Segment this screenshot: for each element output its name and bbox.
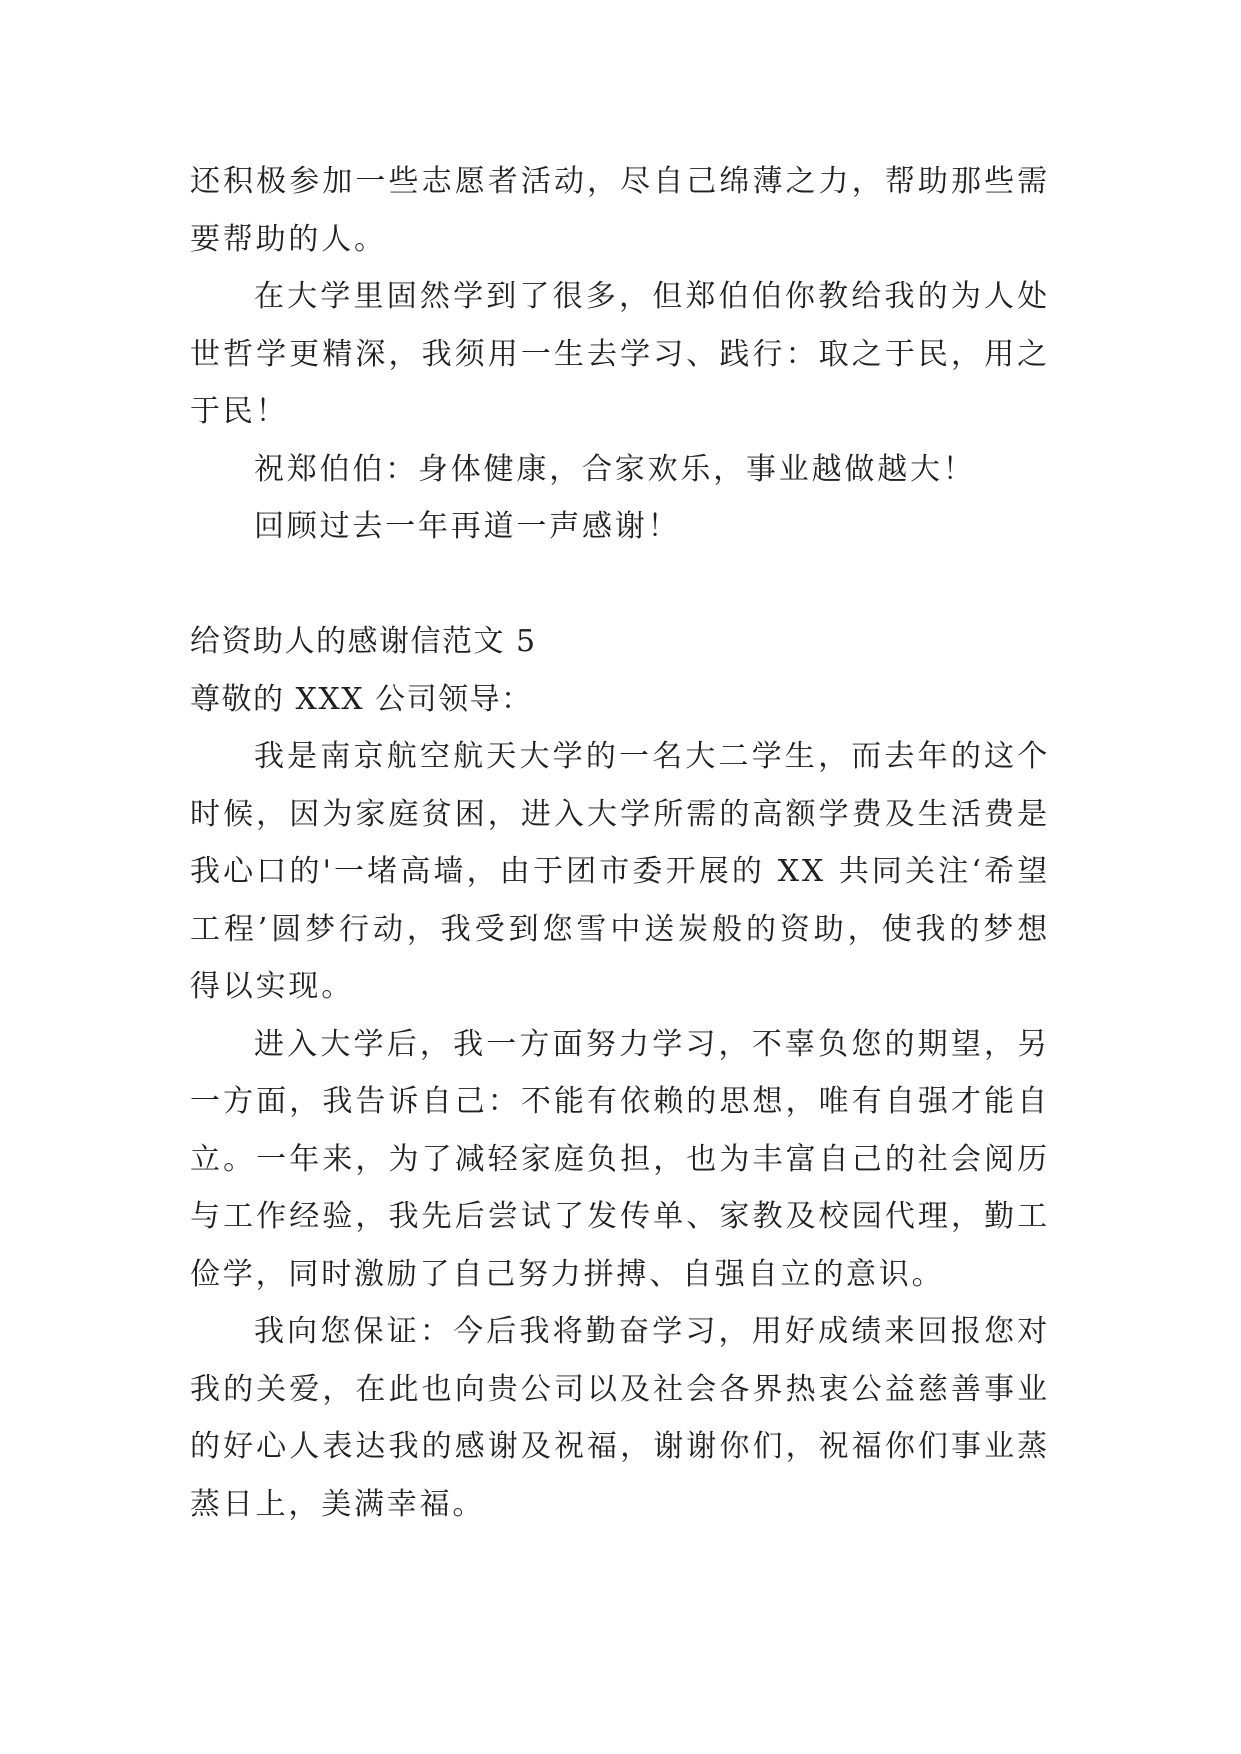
paragraph-continuation: 还积极参加一些志愿者活动，尽自己绵薄之力，帮助那些需要帮助的人。 [190, 164, 1050, 257]
document-body [190, 153, 1050, 1533]
letter-paragraph-intro: 我是南京航空航天大学的一名大二学生，而去年的这个时候，因为家庭贫困，进入大学所需的高额学费及生活费是我心口的'一堵高墙，由于团市委开展的 XX 共同关注‘希望工程’圆梦行动，我受到您雪中送炭般的资助，使我的梦想得以实现。 [190, 739, 1050, 1004]
paragraph-thanks: 回顾过去一年再道一声感谢！ [254, 509, 681, 544]
paragraph-blessing: 祝郑伯伯：身体健康，合家欢乐，事业越做越大！ [254, 451, 976, 487]
letter-paragraph-promise: 我向您保证：今后我将勤奋学习，用好成绩来回报您对我的关爱，在此也向贵公司以及社会各界热衷公益慈善事业的好心人表达我的感谢及祝福，谢谢你们，祝福你们事业蒸蒸日上，美满幸福。 [190, 1314, 1050, 1522]
letter-salutation: 尊敬的 XXX 公司领导： [190, 681, 533, 717]
paragraph-philosophy: 在大学里固然学到了很多，但郑伯伯你教给我的为人处世哲学更精深，我须用一生去学习、践行：取之于民，用之于民！ [190, 279, 1050, 429]
section-title: 给资助人的感谢信范文 5 [190, 624, 537, 659]
letter-paragraph-effort: 进入大学后，我一方面努力学习，不辜负您的期望，另一方面，我告诉自己：不能有依赖的思想，唯有自强才能自立。一年来，为了减轻家庭负担，也为丰富自己的社会阅历与工作经验，我先后尝试了发传单、家教及校园代理，勤工俭学，同时激励了自己努力拼搏、自强自立的意识。 [190, 1026, 1050, 1292]
